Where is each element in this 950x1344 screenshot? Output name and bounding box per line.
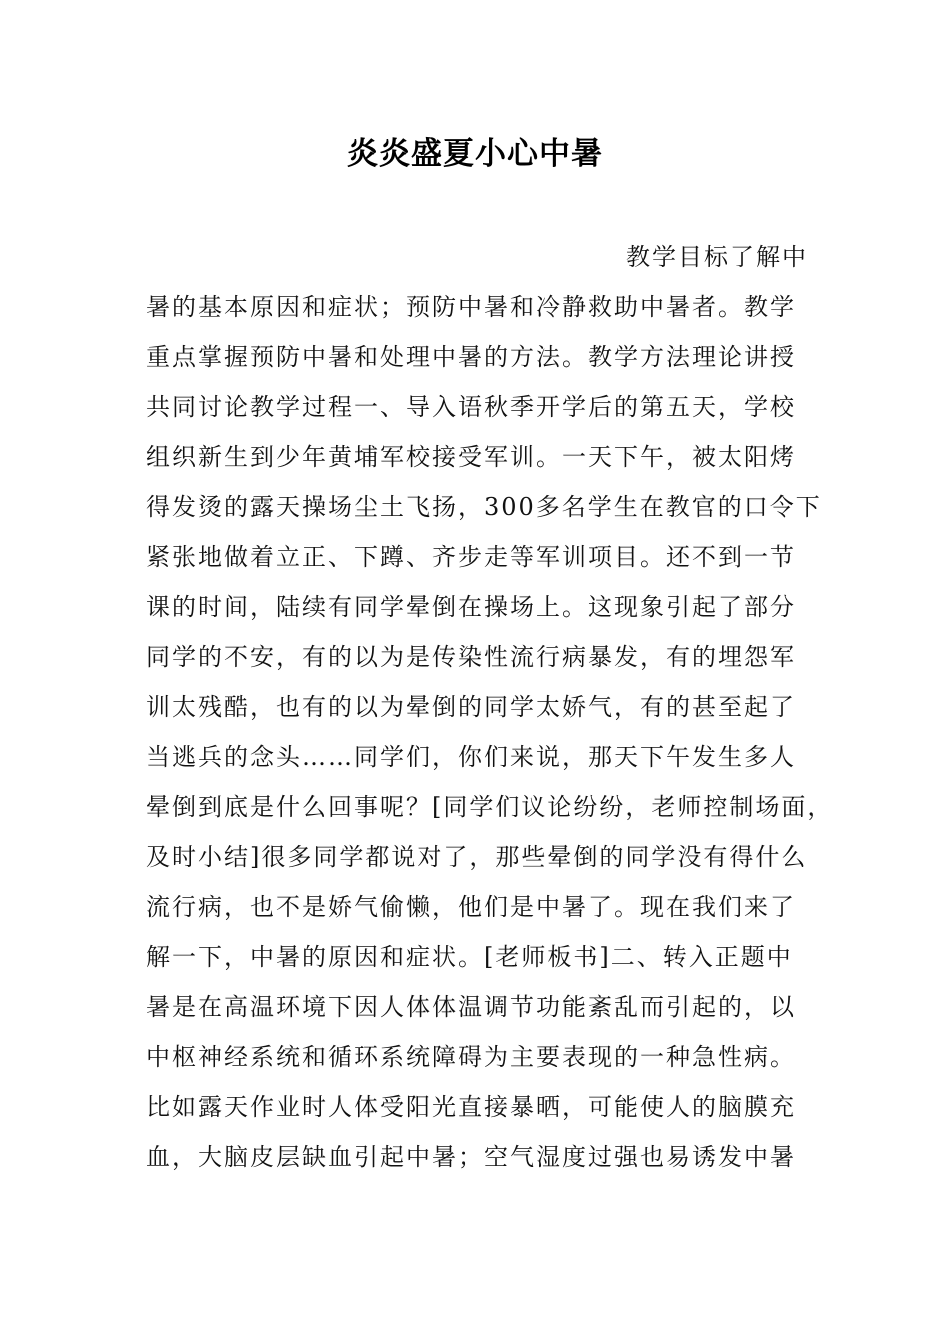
body-line: 当逃兵的念头……同学们，你们来说，那天下午发生多人 (146, 743, 796, 771)
body-line: 同学的不安，有的以为是传染性流行病暴发，有的埋怨军 (146, 643, 796, 671)
body-line: 教学目标了解中 (626, 243, 808, 271)
document-title: 炎炎盛夏小心中暑 (347, 136, 603, 172)
body-line: 中枢神经系统和循环系统障碍为主要表现的一种急性病。 (146, 1043, 796, 1071)
body-line: 组织新生到少年黄埔军校接受军训。一天下午，被太阳烤 (146, 443, 796, 471)
body-line: 暑的基本原因和症状；预防中暑和冷静救助中暑者。教学 (146, 293, 796, 321)
body-line: 暑是在高温环境下因人体体温调节功能紊乱而引起的，以 (146, 993, 796, 1021)
body-line: 及时小结]很多同学都说对了，那些晕倒的同学没有得什么 (146, 843, 808, 871)
body-line: 共同讨论教学过程一、导入语秋季开学后的第五天，学校 (146, 393, 796, 421)
body-line: 晕倒到底是什么回事呢？[同学们议论纷纷，老师控制场面， (146, 793, 834, 821)
body-line: 紧张地做着立正、下蹲、齐步走等军训项目。还不到一节 (146, 543, 796, 571)
body-line: 血，大脑皮层缺血引起中暑；空气湿度过强也易诱发中暑 (146, 1143, 796, 1171)
body-line: 解一下，中暑的原因和症状。[老师板书]二、转入正题中 (146, 943, 793, 971)
body-line: 重点掌握预防中暑和处理中暑的方法。教学方法理论讲授 (146, 343, 796, 371)
body-line: 训太残酷，也有的以为晕倒的同学太娇气，有的甚至起了 (146, 693, 796, 721)
body-line: 流行病，也不是娇气偷懒，他们是中暑了。现在我们来了 (146, 893, 796, 921)
body-line: 得发烫的露天操场尘土飞扬，300多名学生在教官的口令下 (146, 493, 822, 521)
body-line: 课的时间，陆续有同学晕倒在操场上。这现象引起了部分 (146, 593, 796, 621)
body-line: 比如露天作业时人体受阳光直接暴晒，可能使人的脑膜充 (146, 1093, 796, 1121)
